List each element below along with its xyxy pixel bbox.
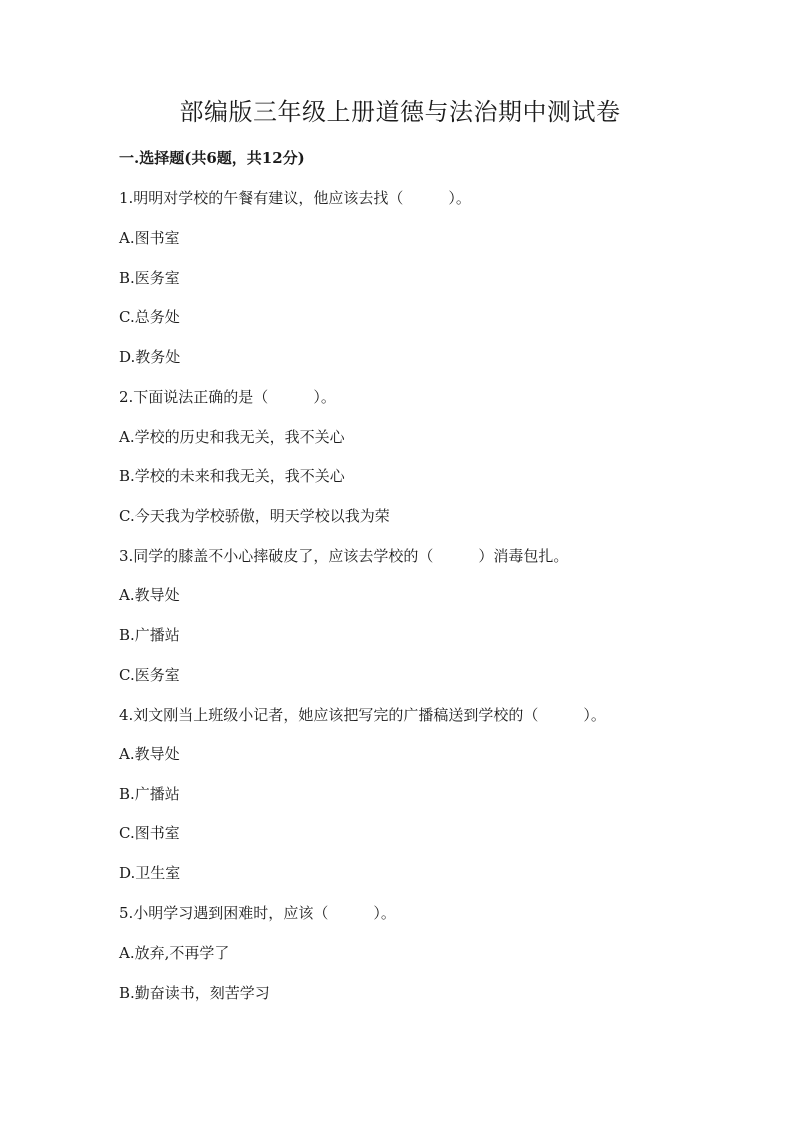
question-4-option-d: D.卫生室	[119, 864, 181, 882]
question-1-option-c: C.总务处	[119, 308, 180, 326]
question-2-option-b: B.学校的未来和我无关，我不关心	[119, 467, 345, 485]
question-1-option-b: B.医务室	[119, 269, 180, 287]
question-3: 3.同学的膝盖不小心摔破皮了，应该去学校的（ ）消毒包扎。	[119, 547, 569, 565]
question-5: 5.小明学习遇到困难时，应该（ ）。	[119, 904, 396, 922]
question-1: 1.明明对学校的午餐有建议，他应该去找（ ）。	[119, 189, 471, 207]
question-3-option-c: C.医务室	[119, 666, 180, 684]
question-2-option-a: A.学校的历史和我无关，我不关心	[119, 428, 345, 446]
question-3-option-a: A.教导处	[119, 586, 180, 604]
question-5-option-a: A.放弃,不再学了	[119, 944, 230, 962]
page-title: 部编版三年级上册道德与法治期中测试卷	[179, 98, 621, 126]
section-header: 一.选择题(共6题，共12分)	[119, 149, 305, 167]
question-3-option-b: B.广播站	[119, 626, 180, 644]
question-4-option-c: C.图书室	[119, 824, 180, 842]
question-1-option-d: D.教务处	[119, 348, 181, 366]
question-4-option-a: A.教导处	[119, 745, 180, 763]
question-5-option-b: B.勤奋读书，刻苦学习	[119, 984, 270, 1002]
question-4: 4.刘文刚当上班级小记者，她应该把写完的广播稿送到学校的（ ）。	[119, 706, 606, 724]
question-2: 2.下面说法正确的是（ ）。	[119, 388, 336, 406]
question-2-option-c: C.今天我为学校骄傲，明天学校以我为荣	[119, 507, 390, 525]
question-1-option-a: A.图书室	[119, 229, 180, 247]
question-4-option-b: B.广播站	[119, 785, 180, 803]
